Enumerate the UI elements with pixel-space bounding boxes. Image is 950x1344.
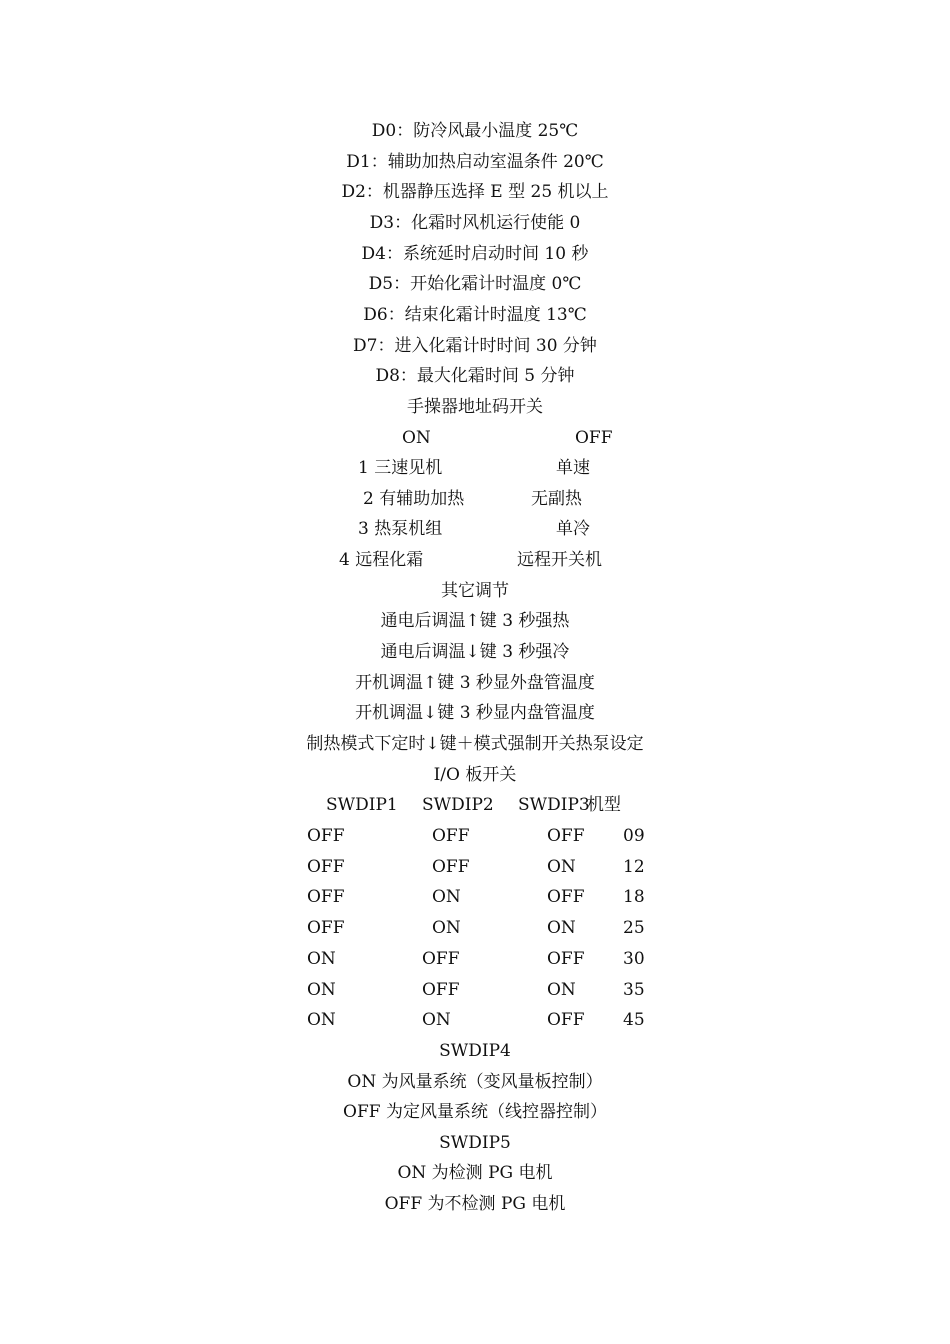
io-row-3-model: 18	[623, 887, 645, 907]
io-row-4-model: 25	[623, 918, 645, 938]
io-row-1-model: 09	[623, 826, 645, 846]
handset-row-3-off: 单冷	[556, 519, 590, 539]
param-d8: D8：最大化霜时间 5 分钟	[375, 366, 575, 386]
io-row-6-c1: ON	[307, 980, 336, 1000]
io-row-1-c1: OFF	[307, 826, 345, 846]
param-d2: D2：机器静压选择 E 型 25 机以上	[341, 182, 609, 202]
io-row-6-c3: ON	[547, 980, 576, 1000]
swdip5-title: SWDIP5	[439, 1133, 511, 1153]
swdip5-on-text: ON 为检测 PG 电机	[397, 1163, 553, 1183]
io-row-4-c2: ON	[432, 918, 461, 938]
io-header-model: 机型	[587, 795, 621, 815]
io-row-2-model: 12	[623, 857, 645, 877]
swdip4-on-text: ON 为风量系统（变风量板控制）	[347, 1072, 603, 1092]
io-row-2-c2: OFF	[432, 857, 470, 877]
io-row-6-c2: OFF	[422, 980, 460, 1000]
handset-switch-title: 手操器地址码开关	[407, 397, 543, 417]
io-row-4-c3: ON	[547, 918, 576, 938]
io-board-title: I/O 板开关	[433, 765, 517, 785]
handset-row-3-on: 3 热泵机组	[358, 519, 443, 539]
io-row-7-c3: OFF	[547, 1010, 585, 1030]
io-row-5-model: 30	[623, 949, 645, 969]
io-row-5-c3: OFF	[547, 949, 585, 969]
io-header-swdip3: SWDIP3	[518, 795, 590, 815]
handset-row-1-on: 1 三速见机	[358, 458, 443, 478]
io-row-2-c1: OFF	[307, 857, 345, 877]
io-row-2-c3: ON	[547, 857, 576, 877]
param-d6: D6：结束化霜计时温度 13℃	[363, 305, 587, 325]
other-line-1: 通电后调温↑键 3 秒强热	[380, 611, 570, 631]
param-d5: D5：开始化霜计时温度 0℃	[368, 274, 582, 294]
io-row-7-c2: ON	[422, 1010, 451, 1030]
io-row-7-model: 45	[623, 1010, 645, 1030]
handset-row-2-off: 无副热	[531, 489, 582, 509]
other-line-2: 通电后调温↓键 3 秒强冷	[380, 642, 570, 662]
swdip4-title: SWDIP4	[439, 1041, 511, 1061]
handset-row-2-on: 2 有辅助加热	[363, 489, 465, 509]
io-row-1-c2: OFF	[432, 826, 470, 846]
swdip5-off-text: OFF 为不检测 PG 电机	[384, 1194, 566, 1214]
io-row-7-c1: ON	[307, 1010, 336, 1030]
io-row-3-c3: OFF	[547, 887, 585, 907]
handset-on-header: ON	[402, 428, 431, 448]
other-line-5: 制热模式下定时↓键＋模式强制开关热泵设定	[306, 734, 644, 754]
other-line-4: 开机调温↓键 3 秒显内盘管温度	[355, 703, 595, 723]
param-d4: D4：系统延时启动时间 10 秒	[361, 244, 589, 264]
io-row-5-c2: OFF	[422, 949, 460, 969]
io-row-5-c1: ON	[307, 949, 336, 969]
io-row-1-c3: OFF	[547, 826, 585, 846]
other-title: 其它调节	[441, 581, 509, 601]
param-d7: D7：进入化霜计时时间 30 分钟	[353, 336, 597, 356]
handset-row-4-off: 远程开关机	[517, 550, 602, 570]
io-row-3-c2: ON	[432, 887, 461, 907]
io-row-6-model: 35	[623, 980, 645, 1000]
swdip4-off-text: OFF 为定风量系统（线控器控制）	[343, 1102, 607, 1122]
other-line-3: 开机调温↑键 3 秒显外盘管温度	[355, 673, 595, 693]
io-header-swdip2: SWDIP2	[422, 795, 494, 815]
handset-row-4-on: 4 远程化霜	[339, 550, 424, 570]
handset-off-header: OFF	[575, 428, 613, 448]
param-d1: D1：辅助加热启动室温条件 20℃	[346, 152, 604, 172]
io-header-swdip1: SWDIP1	[326, 795, 398, 815]
io-row-3-c1: OFF	[307, 887, 345, 907]
handset-row-1-off: 单速	[556, 458, 590, 478]
param-d0: D0：防冷风最小温度 25℃	[371, 121, 579, 141]
io-row-4-c1: OFF	[307, 918, 345, 938]
param-d3: D3：化霜时风机运行使能 0	[369, 213, 581, 233]
